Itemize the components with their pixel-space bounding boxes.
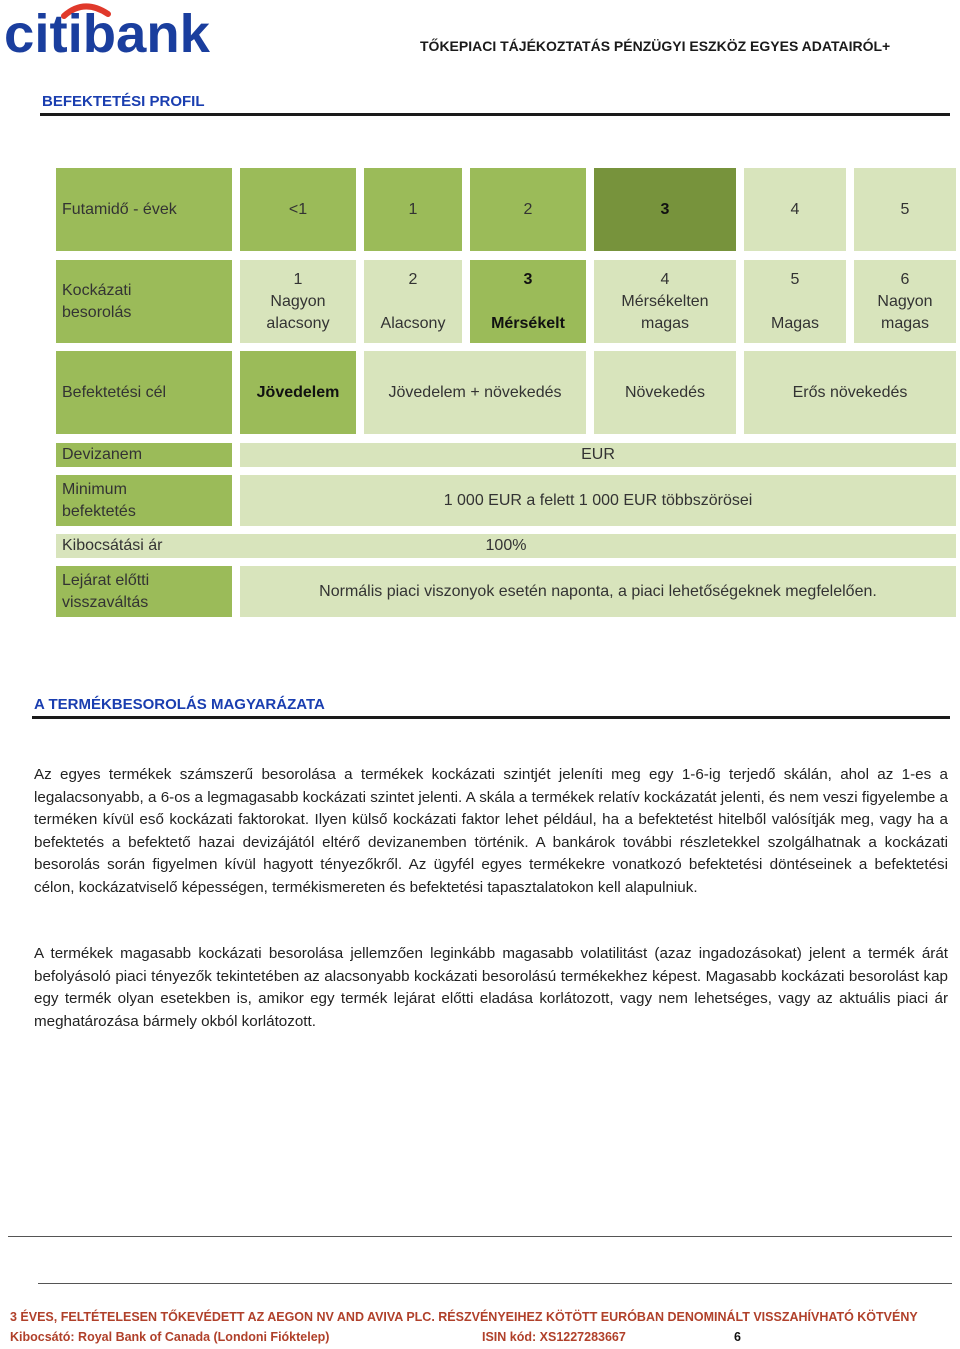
citibank-logo [4, 2, 214, 58]
risk-level-text: Mérsékelten [621, 292, 709, 310]
risk-level-number: 5 [790, 270, 800, 288]
risk-level-1 [240, 260, 356, 343]
document-title: TŐKEPIACI TÁJÉKOZTATÁS PÉNZÜGYI ESZKÖZ EGYES ADATAIRÓL+ [420, 38, 891, 54]
risk-label-line1: Kockázati [62, 281, 132, 299]
footer-isin: ISIN kód: XS1227283667 [482, 1330, 626, 1344]
section-title-profile: BEFEKTETÉSI PROFIL [42, 93, 205, 110]
explanation-paragraph-2: A termékek magasabb kockázati besorolása jellemzően leginkább magasabb volatilitást (azaz ingadozásokat) jelent a termék árát befolyásoló piaci tényezők tekintetében az alacsonyabb kockázati besorolású termékekhez képest. Magasabb kockázati besorolást kap egy termék olyan esetekben is, amikor egy termék lejárat előtti eladása korlátozott, vagy nem lehetséges, vagy az aktuális piaci ár meghatározása bármely okból korlátozott. [34, 945, 948, 1030]
page-number: 6 [734, 1330, 741, 1344]
section-divider [40, 113, 950, 116]
maturity-value: 2 [470, 168, 586, 251]
risk-level-text: Magas [770, 314, 820, 332]
early-redemption-label [56, 566, 232, 617]
risk-level-text: magas [880, 314, 930, 332]
risk-level-6 [854, 260, 956, 343]
risk-level-text: magas [640, 314, 690, 332]
goal-value: Növekedés [594, 351, 736, 434]
issue-price-label: Kibocsátási ár [62, 537, 163, 554]
risk-label-line2: besorolás [62, 303, 132, 321]
minimum-value: 1 000 EUR a felett 1 000 EUR többszörösei [240, 475, 956, 526]
footer-product-name: 3 ÉVES, FELTÉTELESEN TŐKEVÉDETT AZ AEGON NV AND AVIVA PLC. RÉSZVÉNYEIHEZ KÖTÖTT EURÓBAN DENOMINÁLT VISSZAHÍVHATÓ KÖTVÉNY [10, 1310, 918, 1324]
risk-level-text: Mérsékelt [491, 314, 565, 332]
maturity-value: <1 [240, 168, 356, 251]
risk-level-2 [364, 260, 462, 343]
risk-level-number: 6 [900, 270, 910, 288]
maturity-label: Futamidő - évek [56, 168, 232, 251]
issue-price-value: 100% [485, 537, 527, 554]
risk-level-number: 4 [660, 270, 670, 288]
risk-level-text: Nagyon [877, 292, 933, 310]
goal-value-selected: Jövedelem [240, 351, 356, 434]
early-redemption-value: Normális piaci viszonyok esetén naponta, a piaci lehetőségeknek megfelelően. [240, 566, 956, 617]
risk-level-number: 3 [523, 270, 533, 288]
risk-level-number: 1 [293, 270, 303, 288]
maturity-value: 1 [364, 168, 462, 251]
risk-level-text: Nagyon [270, 292, 326, 310]
minimum-label [56, 475, 232, 526]
footer-issuer-line [10, 1330, 741, 1344]
risk-level-5 [744, 260, 846, 343]
section-title-explanation: A TERMÉKBESOROLÁS MAGYARÁZATA [34, 696, 325, 713]
goal-label: Befektetési cél [56, 351, 232, 434]
risk-level-3-selected [470, 260, 586, 343]
section-divider [32, 716, 950, 719]
maturity-value: 5 [854, 168, 956, 251]
minimum-label-line2: befektetés [62, 502, 136, 520]
early-redemption-label-line1: Lejárat előtti [62, 571, 150, 589]
risk-level-text: Alacsony [380, 314, 446, 332]
goal-value: Erős növekedés [744, 351, 956, 434]
footer-divider [38, 1283, 952, 1284]
svg-text:citibank: citibank [4, 4, 211, 58]
risk-label [56, 260, 232, 343]
footer-divider [8, 1236, 952, 1237]
maturity-value: 4 [744, 168, 846, 251]
explanation-paragraph-1: Az egyes termékek számszerű besorolása a termékek kockázati szintjét jeleníti meg egy 1-6-ig terjedő skálán, ahol az 1-es a legalacsonyabb, a 6-os a legmagasabb kockázati szintet jelenti. A skála a termékek relatív kockázatát jelenti, és nem veszi figyelembe a terméken kívül eső kockázati faktorokat. Ilyen külső kockázati faktor lehet például, ha a befektetést hitelből valósítják meg, vagy ha a befektetés a befektető hazai devizájától eltérő devizanemben történik. A bankárok további részletekkel szolgálhatnak a kockázati besorolás során figyelmen kívül hagyott tényezőkről. Az ügyfél egyes termékekre vonatkozó befektetési döntéseinek a befektetési célon, kockázatviselő képességen, termékismereten és befektetési tapasztalatokon kell alapulniuk. [34, 766, 948, 896]
risk-level-number: 2 [408, 270, 418, 288]
currency-value: EUR [240, 443, 956, 467]
issue-price-row [56, 534, 956, 558]
risk-level-4 [594, 260, 736, 343]
footer-issuer: Kibocsátó: Royal Bank of Canada (Londoni Fióktelep) [10, 1330, 330, 1344]
risk-level-text: alacsony [266, 314, 330, 332]
early-redemption-label-line2: visszaváltás [62, 593, 149, 611]
maturity-value-selected: 3 [594, 168, 736, 251]
goal-value: Jövedelem + növekedés [364, 351, 586, 434]
minimum-label-line1: Minimum [62, 480, 127, 498]
currency-label: Devizanem [56, 443, 232, 467]
